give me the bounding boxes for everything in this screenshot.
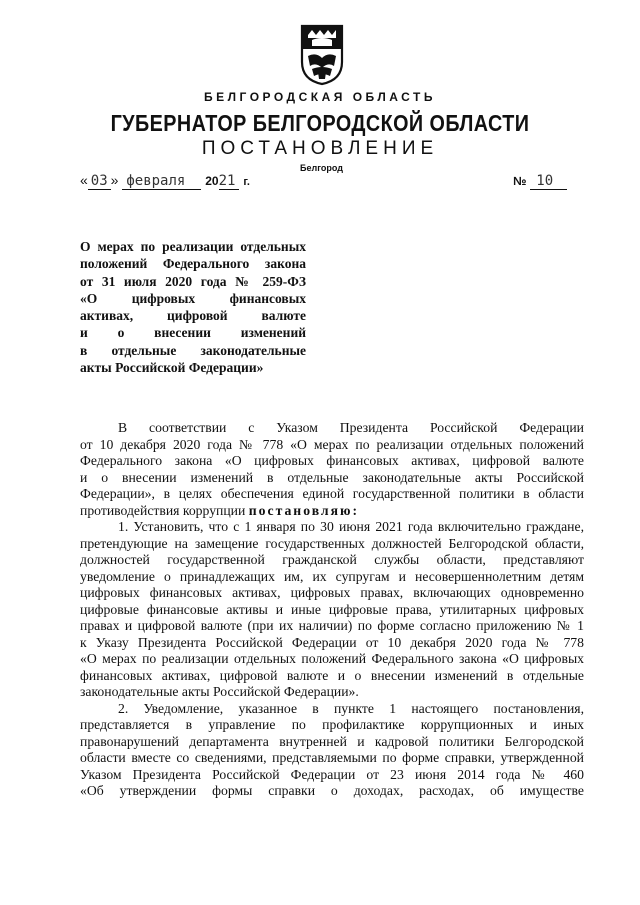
title-line: положений Федерального закона [80,256,306,272]
title-line: акты Российской Федерации» [80,360,264,376]
date-open-quote: « [80,172,88,188]
document-type: ПОСТАНОВЛЕНИЕ [201,138,439,159]
body-line: представляется в управление по профилактике коррупционных и иных [80,717,584,732]
body-line: Федерального закона «О цифровых финансовых активах, цифровой валюте [80,453,584,468]
body-line: претендующие на замещение государственных должностей Белгородской области, [80,535,584,551]
resolve-word: постановляю: [248,502,360,518]
body-line: уведомление о принадлежащих им, их супругам и несовершеннолетним детям [80,568,584,584]
body-line: «О мерах по реализации отдельных положений Федерального закона «О цифровых [80,651,584,666]
city-name: Белгород [300,163,343,173]
title-line: «О цифровых финансовых [80,290,306,306]
number-value: 10 [530,173,567,190]
document-number [513,172,567,189]
body-line: правах и цифровой валюте (при их наличии) по форме согласно приложению № 1 [80,618,584,633]
title-line: активах, цифровой валюте [80,308,306,324]
body-line: финансовых активах, цифровой валюте и о внесении изменений в отдельные [80,667,584,683]
body-line-text: противодействия коррупции [80,502,249,518]
body-line: к Указу Президента Российской Федерации от 10 декабря 2020 года № 778 [80,634,584,650]
body-line: цифровые финансовые активы и иные цифровые права, утилитарных цифровых [80,601,584,617]
title-line: и о внесении изменений [80,325,306,341]
body-line: от 10 декабря 2020 года № 778 «О мерах по реализации отдельных положений [80,436,584,452]
title-line: О мерах по реализации отдельных [80,239,306,254]
body-line: Указом Президента Российской Федерации от 23 июня 2014 года № 460 [80,766,584,782]
date-month: февраля [122,173,201,190]
body-line: должностей государственной гражданской службы области, представляют [80,552,584,567]
authority-title: ГУБЕРНАТОР БЕЛГОРОДСКОЙ ОБЛАСТИ [110,110,530,136]
body-line: 2. Уведомление, указанное в пункте 1 настоящего постановления, [118,700,584,716]
body-line: области вместе со сведениями, представляемыми по форме справки, утвержденной [80,750,584,765]
body-line: правонарушений департамента внутренней и кадровой политики Белгородской [80,733,584,749]
body-line: В соответствии с Указом Президента Российской Федерации [118,420,584,435]
body-line: и о внесении изменений в отдельные законодательные акты Российской [80,469,584,485]
body-line: Федерации», в целях обеспечения единой государственной политики в области [80,486,584,501]
date-year-mark: г. [243,176,250,188]
document-date [80,172,250,189]
date-year-suffix: 21 [219,173,240,190]
number-label: № [513,174,527,188]
body-line: «Об утверждении формы справки о доходах, расходах, об имуществе [80,783,584,798]
body-line: законодательные акты Российской Федерации». [80,684,359,699]
document-body [80,420,584,800]
belgorod-coat-of-arms-icon [298,22,346,86]
body-line: 1. Установить, что с 1 января по 30 июня 2021 года включительно граждане, [118,519,584,534]
body-line: цифровых финансовых активах, цифровых правах, включающих одновременно [80,585,584,600]
date-day: 03 [88,173,111,190]
title-line: в отдельные законодательные [80,342,306,358]
date-year-prefix: 20 [205,174,219,188]
date-close-quote: » [110,172,119,188]
title-line: от 31 июля 2020 года № 259-ФЗ [80,273,306,289]
body-line [80,503,584,520]
region-name: БЕЛГОРОДСКАЯ ОБЛАСТЬ [204,90,436,104]
document-title [80,238,306,376]
